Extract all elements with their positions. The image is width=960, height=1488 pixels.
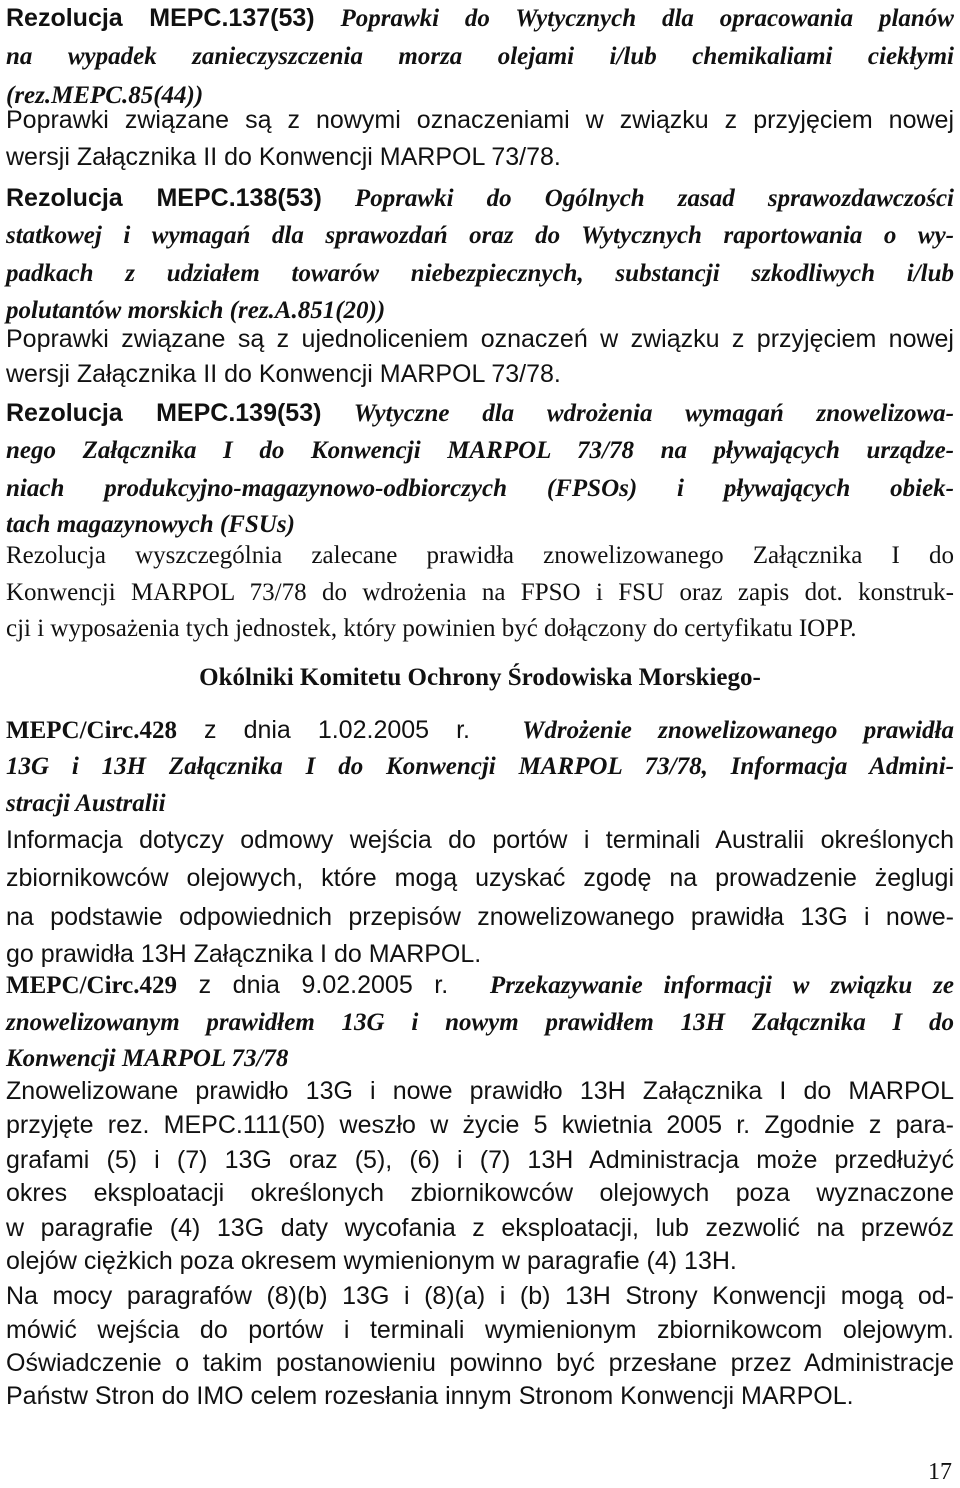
circular-description-line: Znowelizowane prawidło 13G i nowe prawidło 13H Załącznika I do MARPOL: [6, 1077, 954, 1105]
resolution-title-line: [6, 0, 954, 36]
resolution-title: Poprawki do Wytycznych dla opracowania planów: [314, 5, 954, 32]
circular-description-line: grafami (5) i (7) 13G oraz (5), (6) i (7) 13H Administracja może przedłużyć: [6, 1146, 954, 1174]
resolution-title-line: [6, 180, 954, 216]
resolution-title-line: tach magazynowych (FSUs): [6, 511, 295, 538]
resolution-title-line: padkach z udziałem towarów niebezpiecznych, substancji szkodliwych i/lub: [6, 260, 954, 287]
circular-title-line: [6, 967, 954, 1003]
resolution-description-line: wersji Załącznika II do Konwencji MARPOL 73/78.: [6, 360, 561, 388]
resolution-description-line: Poprawki związane są z ujednoliceniem oznaczeń w związku z przyjęciem nowej: [6, 325, 954, 353]
circular-description-line: okres eksploatacji określonych zbiornikowców olejowych poza wyznaczone: [6, 1179, 954, 1207]
resolution-title-line: (rez.MEPC.85(44)): [6, 82, 204, 109]
resolution-description-line: Konwencji MARPOL 73/78 do wdrożenia na FPSO i FSU oraz zapis dot. konstruk-: [6, 579, 954, 606]
resolution-title-line: na wypadek zanieczyszczenia morza olejami i/lub chemikaliami ciekłymi: [6, 43, 954, 70]
circular-title-line: znowelizowanym prawidłem 13G i nowym prawidłem 13H Załącznika I do: [6, 1009, 954, 1036]
resolution-description-line: Rezolucja wyszczególnia zalecane prawidła znowelizowanego Załącznika I do: [6, 542, 954, 569]
circular-title-line: Konwencji MARPOL 73/78: [6, 1045, 289, 1072]
circular-description-line: go prawidła 13H Załącznika I do MARPOL.: [6, 940, 482, 968]
circular-description-line: w paragrafie (4) 13G daty wycofania z eksploatacji, lub zezwolić na przewóz: [6, 1214, 954, 1242]
circular-description-line: przyjęte rez. MEPC.111(50) weszło w życie 5 kwietnia 2005 r. Zgodnie z para-: [6, 1111, 954, 1139]
page-number: 17: [928, 1459, 952, 1485]
circular-date: z dnia 9.02.2005 r.: [177, 971, 449, 999]
resolution-number: Rezolucja MEPC.139(53): [6, 399, 322, 427]
resolution-title: Wytyczne dla wdrożenia wymagań znowelizowa-: [321, 400, 954, 427]
circular-number: MEPC/Circ.429: [6, 972, 178, 999]
resolution-description-line: wersji Załącznika II do Konwencji MARPOL 73/78.: [6, 143, 561, 171]
circular-description-line: Informacja dotyczy odmowy wejścia do portów i terminali Australii określonych: [6, 826, 954, 854]
circular-description-line: olejów ciężkich poza okresem wymienionym w paragrafie (4) 13H.: [6, 1247, 737, 1275]
resolution-number: Rezolucja MEPC.138(53): [6, 184, 322, 212]
resolution-description-line: cji i wyposażenia tych jednostek, który powinien być dołączony do certyfikatu IOPP.: [6, 615, 857, 642]
circular-title: Przekazywanie informacji w związku ze: [448, 972, 954, 999]
circular-description-line: Oświadczenie o takim postanowieniu powinno być przesłane przez Administracje: [6, 1349, 954, 1377]
section-heading: Okólniki Komitetu Ochrony Środowiska Morskiego-: [199, 664, 761, 691]
resolution-title-line: nego Załącznika I do Konwencji MARPOL 73/78 na pływających urządze-: [6, 437, 954, 464]
circular-description-line: Państw Stron do IMO celem rozesłania innym Stronom Konwencji MARPOL.: [6, 1382, 854, 1410]
circular-description-line: Na mocy paragrafów (8)(b) 13G i (8)(a) i (b) 13H Strony Konwencji mogą od-: [6, 1282, 954, 1310]
resolution-title-line: niach produkcyjno-magazynowo-odbiorczych (FPSOs) i pływających obiek-: [6, 475, 954, 502]
resolution-title: Poprawki do Ogólnych zasad sprawozdawczości: [321, 185, 954, 212]
circular-title: Wdrożenie znowelizowanego prawidła: [469, 717, 954, 744]
resolution-title-line: [6, 395, 954, 431]
circular-description-line: zbiornikowców olejowych, które mogą uzyskać zgodę na prowadzenie żeglugi: [6, 864, 954, 892]
circular-date: z dnia 1.02.2005 r.: [177, 716, 470, 744]
circular-title-line: stracji Australii: [6, 790, 166, 817]
resolution-title-line: polutantów morskich (rez.A.851(20)): [6, 297, 386, 324]
circular-title-line: [6, 712, 954, 748]
resolution-number: Rezolucja MEPC.137(53): [6, 4, 315, 32]
resolution-title-line: statkowej i wymagań dla sprawozdań oraz do Wytycznych raportowania o wy-: [6, 222, 954, 249]
circular-description-line: mówić wejścia do portów i terminali wymienionym zbiornikowcom olejowym.: [6, 1316, 954, 1344]
circular-description-line: na podstawie odpowiednich przepisów znowelizowanego prawidła 13G i nowe-: [6, 903, 954, 931]
circular-number: MEPC/Circ.428: [6, 717, 178, 744]
circular-title-line: 13G i 13H Załącznika I do Konwencji MARPOL 73/78, Informacja Admini-: [6, 753, 954, 780]
resolution-description-line: Poprawki związane są z nowymi oznaczeniami w związku z przyjęciem nowej: [6, 106, 954, 134]
